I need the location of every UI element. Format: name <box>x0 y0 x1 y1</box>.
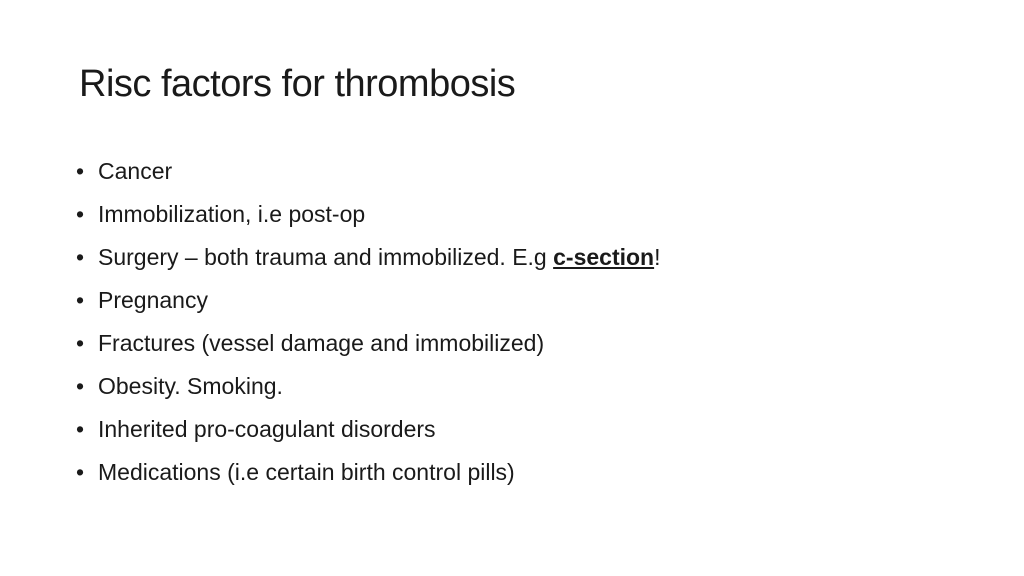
bullet-icon: • <box>76 373 85 399</box>
bullet-item-cancer <box>76 150 661 193</box>
bullet-suffix: ! <box>654 244 661 270</box>
bullet-item-medications <box>76 451 661 494</box>
bullet-item-inherited <box>76 408 661 451</box>
slide-title: Risc factors for thrombosis <box>79 63 516 105</box>
bullet-text: Fractures (vessel damage and immobilized) <box>98 330 545 356</box>
bullet-item-fractures <box>76 322 661 365</box>
bullet-icon: • <box>76 416 85 442</box>
bullet-list <box>76 150 661 494</box>
bullet-icon: • <box>76 158 85 184</box>
bullet-item-obesity <box>76 365 661 408</box>
bullet-text: Inherited pro-coagulant disorders <box>98 416 436 442</box>
bullet-icon: • <box>76 330 85 356</box>
bullet-text: Cancer <box>98 158 173 184</box>
bullet-text: Surgery – both trauma and immobilized. E.g <box>98 244 554 270</box>
bullet-icon: • <box>76 244 85 270</box>
bullet-icon: • <box>76 459 85 485</box>
bullet-text: Medications (i.e certain birth control pills) <box>98 459 515 485</box>
bullet-icon: • <box>76 201 85 227</box>
bullet-item-immobilization <box>76 193 661 236</box>
bullet-item-surgery <box>76 236 661 279</box>
bullet-icon: • <box>76 287 85 313</box>
bullet-emphasis-c-section: c-section <box>553 244 655 270</box>
bullet-text: Pregnancy <box>98 287 208 313</box>
bullet-text: Obesity. Smoking. <box>98 373 283 399</box>
bullet-text: Immobilization, i.e post-op <box>98 201 366 227</box>
bullet-item-pregnancy <box>76 279 661 322</box>
